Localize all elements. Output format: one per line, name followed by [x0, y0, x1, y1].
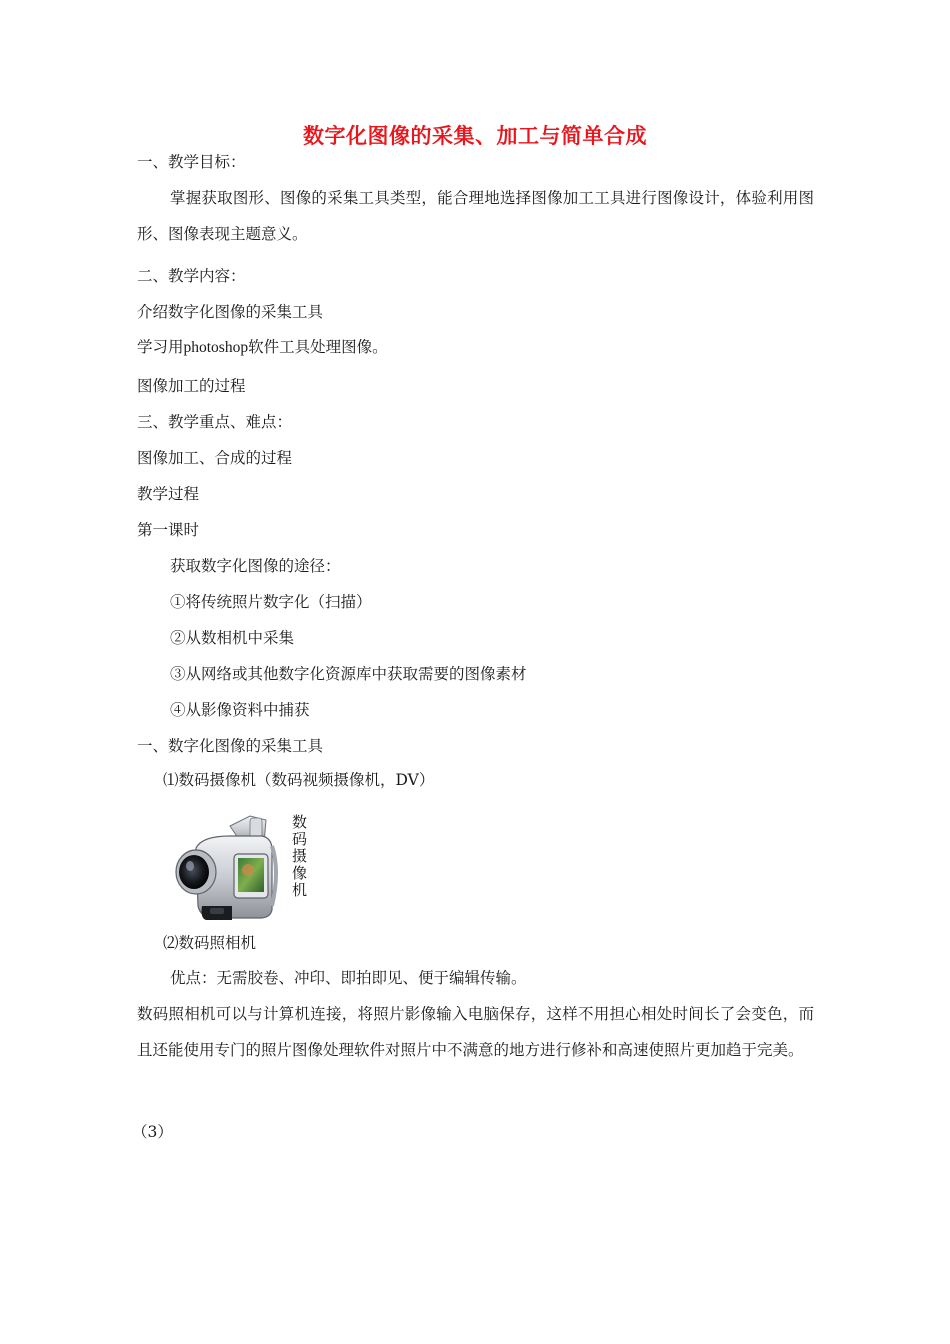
section-heading-keypoints: 三、教学重点、难点：	[137, 413, 293, 431]
advantages-text: 优点：无需胶卷、冲印、即拍即见、便于编辑传输。	[170, 969, 527, 987]
document-title: 数字化图像的采集、加工与简单合成	[303, 124, 647, 148]
camera-paragraph: 数码照相机可以与计算机连接，将照片影像输入电脑保存，这样不用担心相处时间长了会变色，而且还能使用专门的照片图像处理软件对照片中不满意的地方进行修补和高速使照片更加趋于完美。	[137, 1005, 814, 1059]
content-item: 图像加工的过程	[137, 377, 246, 395]
section-heading-content: 二、教学内容：	[137, 267, 246, 285]
tool-item-camera: ⑵数码照相机	[163, 934, 257, 952]
camcorder-caption: 数码摄像机	[292, 813, 308, 899]
lesson-heading: 第一课时	[137, 521, 200, 539]
way-item: ④从影像资料中捕获	[170, 701, 310, 719]
item-marker: （3）	[132, 1123, 173, 1141]
way-item: ①将传统照片数字化（扫描）	[170, 593, 372, 611]
goal-paragraph: 掌握获取图形、图像的采集工具类型，能合理地选择图像加工工具进行图像设计，体验利用图形、图像表现主题意义。	[137, 189, 814, 243]
tool-item-dv: ⑴数码摄像机（数码视频摄像机，DV）	[163, 771, 435, 789]
key-point: 图像加工、合成的过程	[137, 449, 293, 467]
way-item: ③从网络或其他数字化资源库中获取需要的图像素材	[170, 665, 527, 683]
way-item: ②从数相机中采集	[170, 629, 295, 647]
section-heading-goals: 一、教学目标：	[137, 153, 246, 171]
tools-heading: 一、数字化图像的采集工具	[137, 737, 324, 755]
content-item: 学习用photoshop软件工具处理图像。	[137, 339, 388, 356]
process-heading: 教学过程	[137, 485, 200, 503]
content-item: 介绍数字化图像的采集工具	[137, 303, 324, 321]
ways-heading: 获取数字化图像的途径：	[170, 557, 341, 575]
